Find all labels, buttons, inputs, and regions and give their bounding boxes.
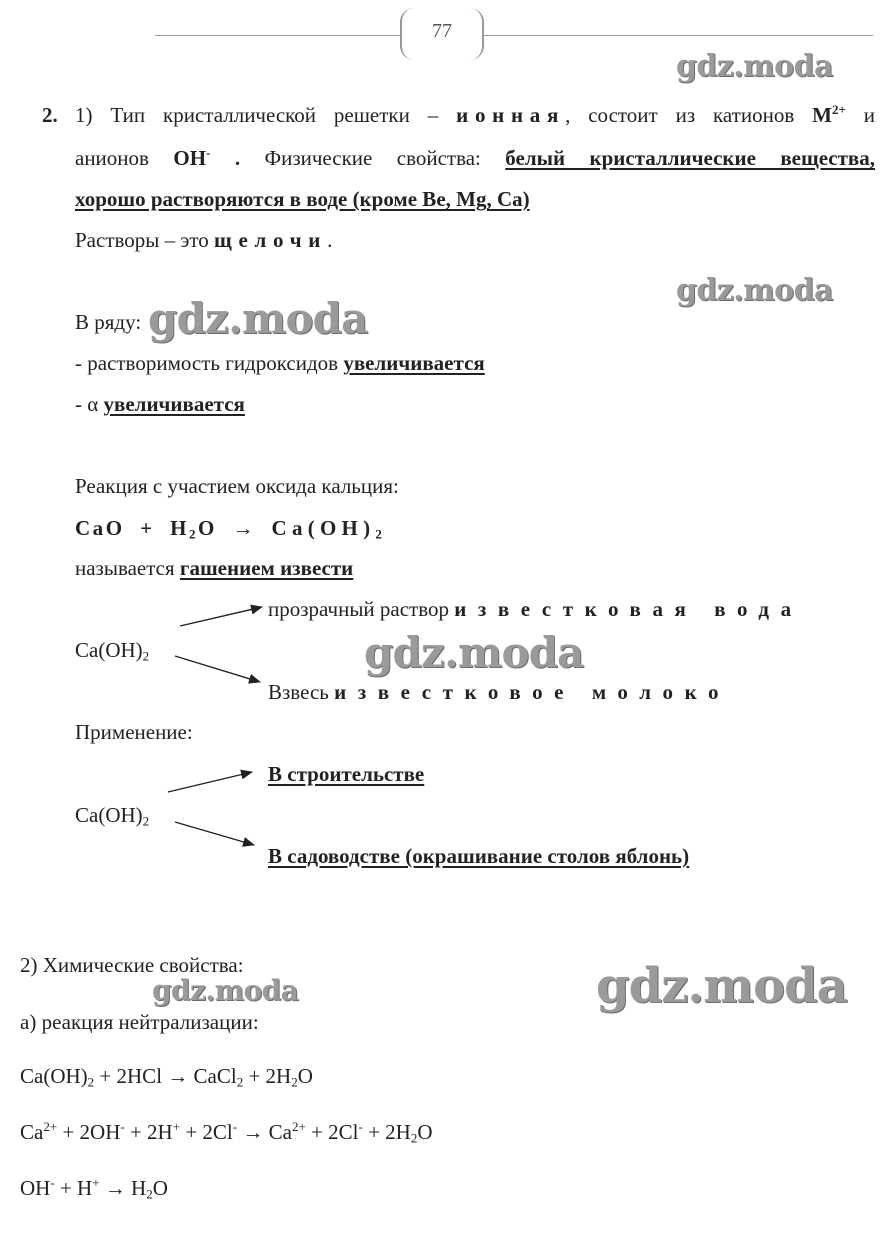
equation-short-ionic: $OH^- + H^+ \to H_2O$	[20, 1175, 168, 1202]
arrow-to-construction	[168, 772, 252, 792]
solubility-answer: увеличивается	[343, 351, 485, 375]
limewater-answer: известковая вода	[454, 597, 803, 621]
text: 1) Тип кристаллической решетки –	[75, 103, 439, 127]
alpha-answer: увеличивается	[103, 392, 245, 416]
watermark: gdz.moda	[148, 294, 368, 343]
milk-of-lime-answer: известковое молоко	[334, 680, 731, 704]
text: Физические свойства:	[264, 146, 481, 170]
arrow-to-limewater	[180, 607, 262, 626]
series-intro: В ряду:	[75, 310, 142, 334]
neutralization-label: а) реакция нейтрализации:	[20, 1010, 259, 1034]
watermark: gdz.moda	[676, 273, 833, 308]
series-item-1: - растворимость гидроксидов увеличивается	[75, 351, 485, 375]
form-1: прозрачный раствор известковая вода	[268, 597, 803, 621]
caoh2-forms-label: $Ca(OH)_2$	[75, 638, 150, 664]
slaking-line: называется гашением извести	[75, 556, 354, 580]
watermark: gdz.moda	[152, 974, 299, 1007]
anion-formula: OH- .	[173, 145, 241, 170]
use-construction-answer: В строительстве	[268, 762, 425, 786]
physical-properties-answer-1: белый кристаллические вещества,	[505, 146, 876, 170]
slaking-answer: гашением извести	[179, 556, 354, 580]
application-title: Применение:	[75, 720, 193, 744]
watermark: gdz.moda	[364, 628, 584, 677]
alkali-answer: щелочи	[214, 228, 328, 252]
arrow-to-milk-of-lime	[175, 656, 260, 682]
solutions-line: Растворы – это щелочи.	[75, 228, 333, 252]
chem-props-title: 2) Химические свойства:	[20, 953, 244, 977]
physical-properties-answer-2: хорошо растворяются в воде (кроме Be, Mg, Ca)	[75, 187, 530, 211]
cation-formula: $M^{2+}$	[812, 102, 846, 127]
caoh2-application-label: $Ca(OH)_2$	[75, 803, 150, 829]
cao-reaction-intro: Реакция с участием оксида кальция:	[75, 474, 399, 498]
arrow-to-gardening	[175, 822, 254, 845]
text: анионов	[75, 146, 149, 170]
task-number: 2.	[42, 103, 58, 127]
cao-equation: CaO + $H_2O \to Ca(OH)_2$	[75, 516, 385, 542]
use-gardening-answer: В садоводстве (окрашивание столов яблонь)	[268, 844, 690, 868]
equation-full-ionic: $Ca^{2+} + 2OH^- + 2H^+ + 2Cl^- \to Ca^{2+} + 2Cl^- + 2H_2O$	[20, 1119, 433, 1146]
equation-molecular: $Ca(OH)_2 + 2HCl$ → CaCl$_2$ + $2H_2O$	[20, 1064, 313, 1090]
series-item-2: - α увеличивается	[75, 392, 245, 416]
watermark: gdz.moda	[676, 49, 833, 84]
watermark: gdz.moda	[596, 958, 847, 1014]
text: и	[863, 103, 876, 127]
page-number: 77	[432, 20, 452, 42]
form-2: Взвесь известковое молоко	[268, 680, 731, 704]
lattice-type-answer: ионная	[456, 103, 566, 127]
text: , состоит из катионов	[565, 103, 795, 127]
